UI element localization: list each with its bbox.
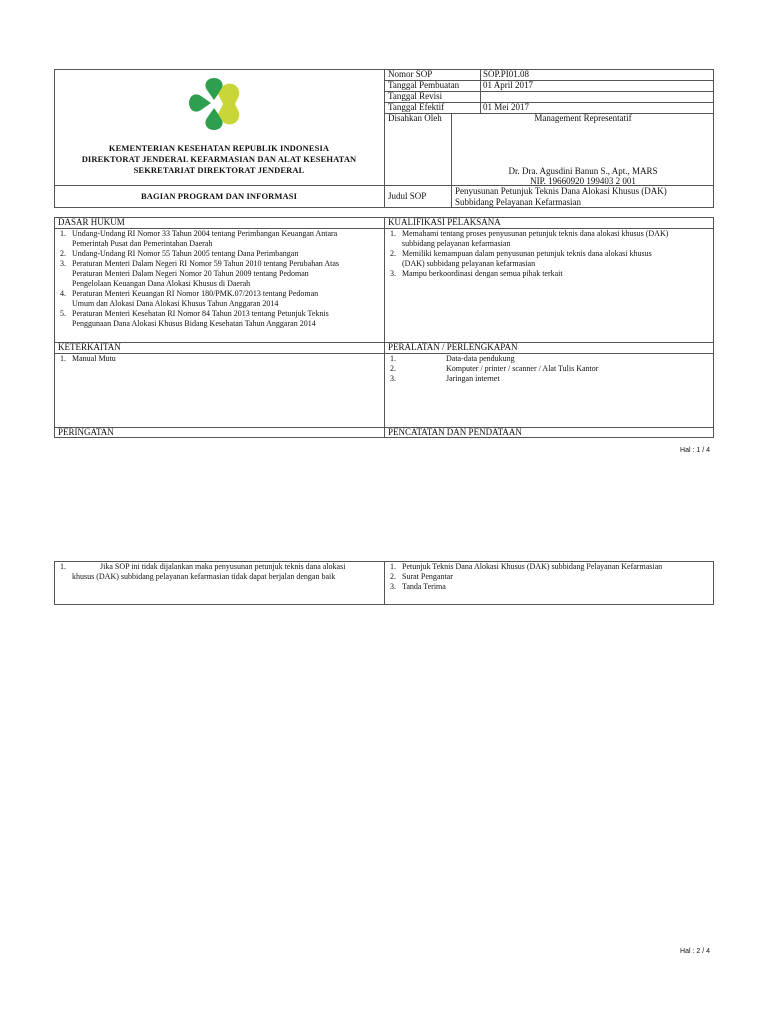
list-item: 4. Peraturan Menteri Keuangan RI Nomor 180/PMK.07/2013 tentang Pedoman Umum dan Alokasi Dana Alokasi Khusus Tahun Anggaran 2014 — [60, 289, 319, 308]
organization-name — [54, 143, 384, 176]
list-item: 3. Jaringan internet — [390, 374, 500, 383]
keterkaitan-list — [60, 354, 380, 364]
list-item: 3. Tanda Terima — [390, 582, 446, 591]
approve-col-divider — [451, 113, 452, 208]
judul-label: Judul SOP — [388, 191, 427, 201]
meta-label-pembuatan: Tanggal Pembuatan — [388, 80, 460, 90]
list-item: 2. Komputer / printer / scanner / Alat Tulis Kantor — [390, 364, 599, 373]
list-item: 3. Mampu berkoordinasi dengan semua pihak terkait — [390, 269, 563, 278]
approver-title: Management Representatif — [534, 113, 632, 123]
org-line-3: SEKRETARIAT DIREKTORAT JENDERAL — [133, 165, 305, 175]
page2-col-divider — [384, 561, 385, 605]
list-item: 2. Memiliki kemampuan dalam penyusunan petunjuk teknis dana alokasi khusus (DAK) subbidang pelayanan kefarmasian — [390, 249, 652, 268]
keterkaitan-title: KETERKAITAN — [58, 342, 121, 352]
judul-line-2: Subbidang Pelayanan Kefarmasian — [455, 197, 581, 207]
peringatan-title: PERINGATAN — [58, 427, 114, 437]
list-item: 2. Surat Pengantar — [390, 572, 453, 581]
list-item: 3. Peraturan Menteri Dalam Negeri RI Nomor 59 Tahun 2010 tentang Perubahan Atas Peraturan Menteri Dalam Negeri Nomor 20 Tahun 2009 tentang Pedoman Pengelolaan Keuangan Dana Alokasi Khusus di Daerah — [60, 259, 339, 288]
judul-value — [455, 186, 713, 208]
kemenkes-logo-icon — [185, 74, 243, 134]
org-line-2: DIREKTORAT JENDERAL KEFARMASIAN DAN ALAT KESEHATAN — [81, 154, 357, 164]
dasar-hukum-title: DASAR HUKUM — [58, 217, 125, 227]
peringatan-item: 1. Jika SOP ini tidak dijalankan maka penyusunan petunjuk teknis dana alokasi khusus (DAK) subbidang pelayanan kefarmasian tidak dapat berjalan dengan baik — [60, 562, 346, 581]
body-col-divider — [384, 217, 385, 438]
meta-value-pembuatan: 01 April 2017 — [483, 80, 534, 90]
list-item: 5. Peraturan Menteri Kesehatan RI Nomor 84 Tahun 2013 tentang Petunjuk Teknis Penggunaan Dana Alokasi Khusus Bidang Kesehatan Tahun Anggaran 2014 — [60, 309, 329, 328]
kualifikasi-title: KUALIFIKASI PELAKSANA — [388, 217, 501, 227]
approved-label: Disahkan Oleh — [388, 113, 442, 123]
pencatatan-list — [390, 562, 710, 592]
peralatan-title: PERALATAN / PERLENGKAPAN — [388, 342, 518, 352]
org-line-1: KEMENTERIAN KESEHATAN REPUBLIK INDONESIA — [108, 143, 330, 153]
list-item: 1. Memahami tentang proses penyusunan petunjuk teknis dana alokasi khusus (DAK) subbidang pelayanan kefarmasian — [390, 229, 669, 248]
kualifikasi-list — [390, 229, 710, 279]
pencatatan-title: PENCATATAN DAN PENDATAAN — [388, 427, 522, 437]
peralatan-list — [390, 354, 710, 384]
meta-label-nomor: Nomor SOP — [388, 69, 433, 79]
approver-name: Dr. Dra. Agusdini Banun S., Apt., MARS — [508, 166, 658, 176]
meta-label-revisi: Tanggal Revisi — [388, 91, 443, 101]
list-item: 1. Data-data pendukung — [390, 354, 515, 363]
judul-line-1: Penyusunan Petunjuk Teknis Dana Alokasi Khusus (DAK) — [455, 186, 667, 196]
page-number-2: Hal : 2 / 4 — [680, 948, 710, 955]
list-item: 1. Manual Mutu — [60, 354, 116, 363]
meta-label-efektif: Tanggal Efektif — [388, 102, 445, 112]
approver-nip: NIP. 19660920 199403 2 001 — [530, 176, 636, 186]
unit-name: BAGIAN PROGRAM DAN INFORMASI — [140, 191, 298, 201]
list-item: 1. Undang-Undang RI Nomor 33 Tahun 2004 tentang Perimbangan Keuangan Antara Pemerintah Pusat dan Pemerintahan Daerah — [60, 229, 338, 248]
list-item: 1. Petunjuk Teknis Dana Alokasi Khusus (DAK) subbidang Pelayanan Kefarmasian — [390, 562, 663, 571]
page-number-1: Hal : 1 / 4 — [680, 447, 710, 454]
list-item: 2. Undang-Undang RI Nomor 55 Tahun 2005 tentang Dana Perimbangan — [60, 249, 299, 258]
dasar-hukum-list — [60, 229, 380, 329]
meta-value-nomor: SOP.PI01.08 — [483, 69, 530, 79]
meta-value-efektif: 01 Mei 2017 — [483, 102, 529, 112]
header-divider — [384, 69, 385, 208]
